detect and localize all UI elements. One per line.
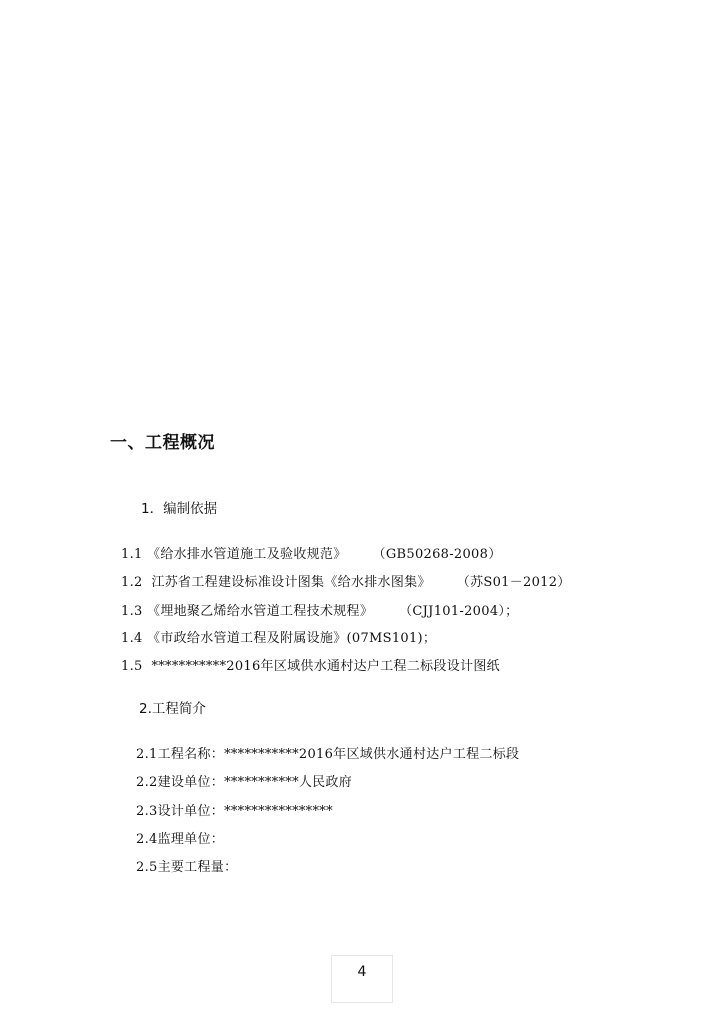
- basis-item: [121, 627, 436, 646]
- item-number: 2.4: [136, 832, 158, 847]
- item-number: 2.2: [136, 775, 158, 790]
- item-number: 2.5: [136, 860, 158, 875]
- basis-item: [121, 600, 518, 619]
- item-text: 主要工程量：: [157, 860, 238, 875]
- item-code: （CJJ101-2004）；: [399, 604, 519, 619]
- intro-item: [136, 800, 333, 819]
- item-code: （GB50268-2008）: [372, 547, 502, 562]
- intro-item: [136, 828, 224, 847]
- item-number: 1.4: [121, 631, 143, 646]
- basis-item: [121, 543, 502, 562]
- intro-item: [136, 771, 352, 790]
- intro-heading: 2.工程简介: [139, 701, 206, 717]
- item-number: 1.3: [121, 604, 143, 619]
- item-number: 2.1: [136, 747, 158, 762]
- item-text: 工程名称：***********2016年区域供水通村达户工程二标段: [157, 747, 520, 762]
- item-number: 2.3: [136, 804, 158, 819]
- item-text: 监理单位：: [157, 832, 225, 847]
- item-text: 《埋地聚乙烯给水管道工程技术规程》: [147, 604, 374, 619]
- item-text: 建设单位：***********人民政府: [157, 775, 353, 790]
- page-number-box: [331, 955, 393, 1003]
- item-code: （苏S01－2012）: [456, 575, 571, 590]
- basis-item: [121, 571, 571, 590]
- item-text: 《给水排水管道施工及验收规范》: [147, 547, 347, 562]
- intro-item: [136, 743, 519, 762]
- item-number: 1.2: [121, 575, 143, 590]
- page-number: 4: [357, 964, 367, 980]
- section-title: 一、工程概况: [110, 433, 215, 453]
- item-text: 《市政给水管道工程及附属设施》(07MS101)；: [147, 631, 437, 646]
- item-text: 江苏省工程建设标准设计图集《给水排水图集》: [151, 575, 431, 590]
- basis-item: [121, 655, 500, 674]
- item-number: 1.1: [121, 547, 143, 562]
- item-number: 1.5: [121, 659, 143, 674]
- basis-heading: 1．编制依据: [141, 501, 218, 517]
- item-text: ***********2016年区域供水通村达户工程二标段设计图纸: [151, 659, 500, 674]
- intro-item: [136, 856, 237, 875]
- item-text: 设计单位：****************: [157, 804, 333, 819]
